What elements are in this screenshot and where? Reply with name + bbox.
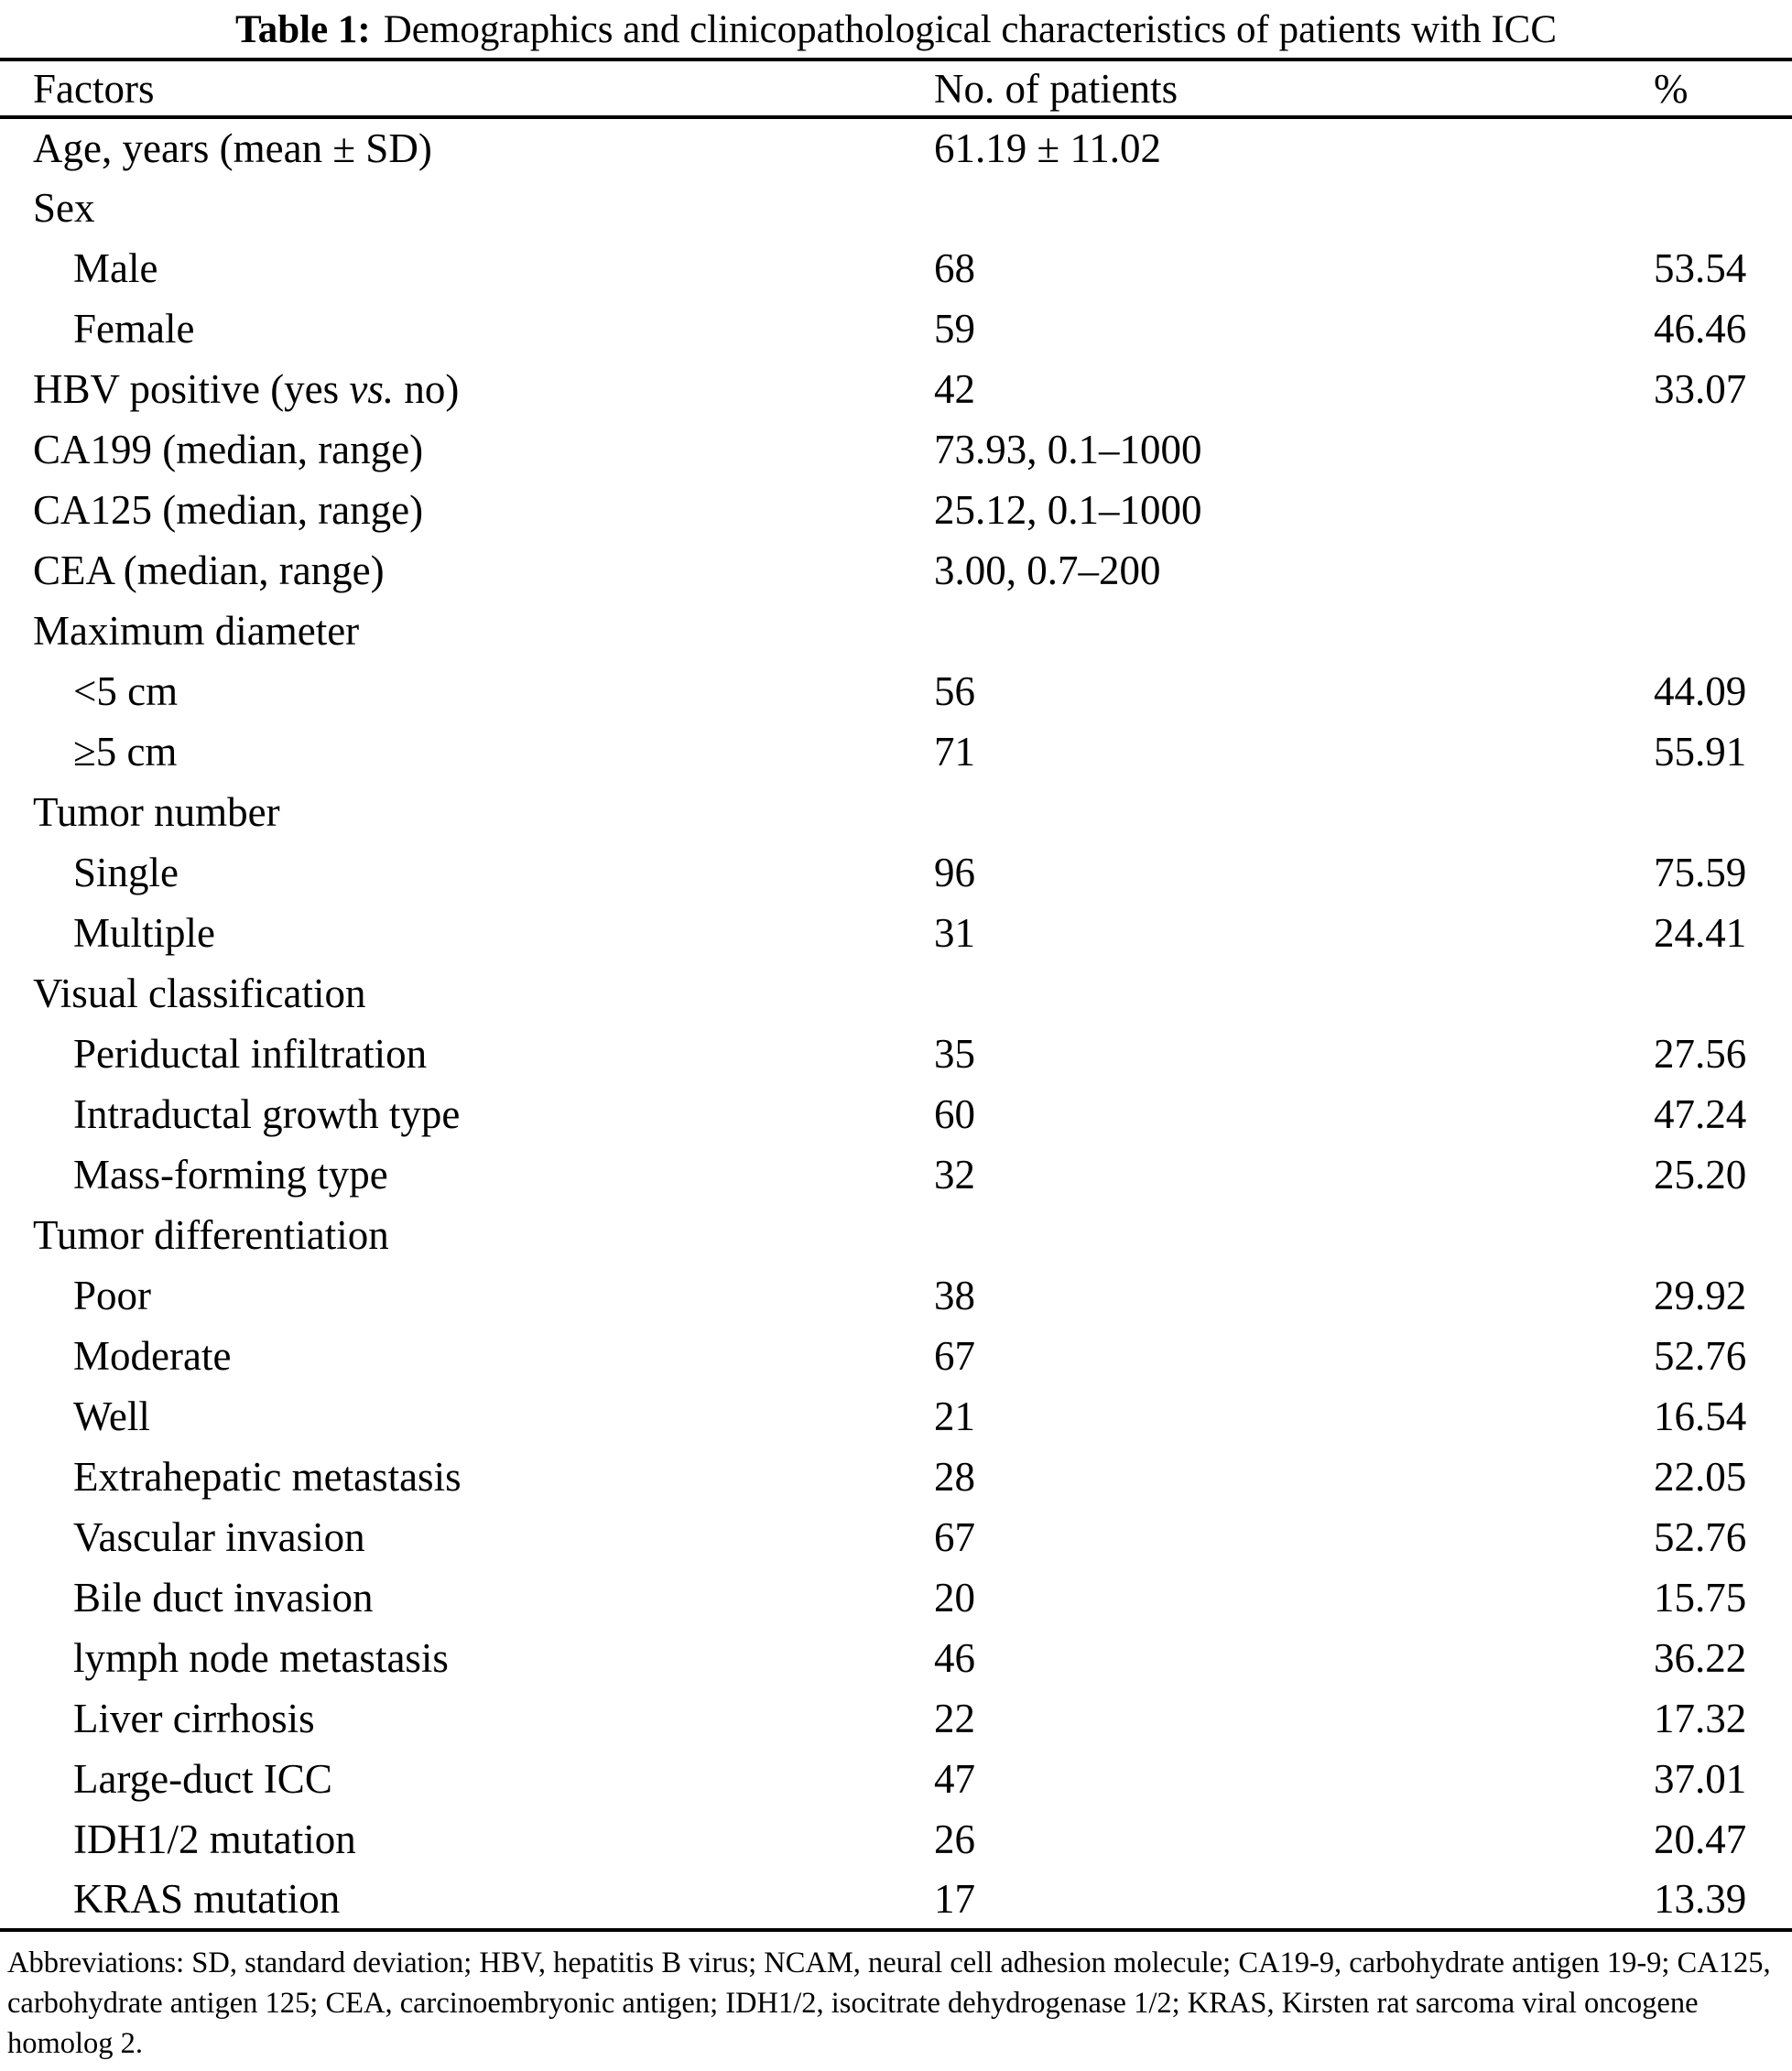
factor-cell: CA199 (median, range) xyxy=(33,427,424,472)
patients-cell: 46 xyxy=(934,1635,975,1681)
percent-cell: 47.24 xyxy=(1654,1091,1747,1137)
percent-cell: 75.59 xyxy=(1654,850,1747,895)
patients-cell xyxy=(934,963,1654,1024)
patients-cell: 60 xyxy=(934,1091,975,1137)
header-row xyxy=(0,60,1792,117)
table-row xyxy=(0,178,1792,238)
table-row xyxy=(0,1084,1792,1144)
percent-cell: 22.05 xyxy=(1654,1454,1747,1500)
factor-cell: <5 cm xyxy=(73,668,179,714)
percent-cell: 52.76 xyxy=(1654,1514,1747,1560)
patients-cell xyxy=(934,178,1654,238)
factor-cell: Multiple xyxy=(73,910,215,956)
factor-cell: Male xyxy=(73,245,158,291)
factor-cell: Extrahepatic metastasis xyxy=(73,1454,462,1500)
table-row xyxy=(0,419,1792,480)
footnote-line: carbohydrate antigen 125; CEA, carcinoembryonic antigen; IDH1/2, isocitrate dehydrogenase 1/2; KRAS, Kirsten rat sarcoma viral oncogene xyxy=(7,1987,1699,2020)
percent-cell: 44.09 xyxy=(1654,668,1747,714)
table-row xyxy=(0,1567,1792,1628)
patients-cell: 25.12, 0.1–1000 xyxy=(934,487,1202,533)
factor-cell: Age, years (mean ± SD) xyxy=(33,125,432,171)
percent-cell: 33.07 xyxy=(1654,366,1747,412)
percent-cell xyxy=(1654,480,1792,540)
factor-cell: lymph node metastasis xyxy=(73,1635,449,1681)
table-row xyxy=(0,1688,1792,1749)
percent-cell xyxy=(1654,419,1792,480)
percent-cell: 37.01 xyxy=(1654,1756,1747,1802)
factor-cell: Tumor differentiation xyxy=(33,1212,389,1258)
table-row xyxy=(0,359,1792,419)
table-row xyxy=(0,1749,1792,1809)
patients-cell: 22 xyxy=(934,1696,975,1741)
factor-cell: ≥5 cm xyxy=(73,729,178,775)
factor-cell: CA125 (median, range) xyxy=(33,487,424,533)
patients-cell: 67 xyxy=(934,1514,975,1560)
percent-cell: 13.39 xyxy=(1654,1876,1747,1922)
percent-cell: 52.76 xyxy=(1654,1333,1747,1379)
patients-cell: 31 xyxy=(934,910,975,956)
table-row xyxy=(0,1870,1792,1930)
table-row xyxy=(0,721,1792,782)
patients-cell: 20 xyxy=(934,1575,975,1621)
table-row xyxy=(0,1205,1792,1265)
table-row xyxy=(0,1265,1792,1326)
table-row xyxy=(0,298,1792,359)
header-percent: % xyxy=(1654,60,1792,117)
percent-cell: 17.32 xyxy=(1654,1696,1747,1741)
patients-cell: 32 xyxy=(934,1152,975,1198)
percent-cell: 15.75 xyxy=(1654,1575,1747,1621)
table-row xyxy=(0,842,1792,903)
patients-cell: 3.00, 0.7–200 xyxy=(934,548,1161,593)
table-row xyxy=(0,1809,1792,1870)
table-row xyxy=(0,1386,1792,1447)
percent-cell xyxy=(1654,601,1792,661)
factor-cell: Female xyxy=(73,306,195,352)
percent-cell: 27.56 xyxy=(1654,1031,1747,1077)
factor-cell: IDH1/2 mutation xyxy=(73,1816,356,1862)
patients-cell: 67 xyxy=(934,1333,975,1379)
factor-cell: Bile duct invasion xyxy=(73,1575,374,1621)
patients-cell xyxy=(934,782,1654,842)
patients-cell: 28 xyxy=(934,1454,975,1500)
table-row xyxy=(0,782,1792,842)
table-title xyxy=(0,0,1792,58)
factor-cell: Visual classification xyxy=(33,970,366,1016)
percent-cell: 55.91 xyxy=(1654,729,1747,775)
patients-cell: 61.19 ± 11.02 xyxy=(934,125,1162,171)
percent-cell xyxy=(1654,117,1792,178)
factor-cell: Moderate xyxy=(73,1333,232,1379)
table-row xyxy=(0,1628,1792,1688)
table-row xyxy=(0,661,1792,721)
patients-cell: 56 xyxy=(934,668,975,714)
percent-cell xyxy=(1654,178,1792,238)
table-body xyxy=(0,117,1792,1930)
header-no-of-patients: No. of patients xyxy=(934,60,1654,117)
percent-cell: 24.41 xyxy=(1654,910,1747,956)
patients-cell: 17 xyxy=(934,1876,975,1922)
factor-cell: HBV positive (yes vs. no) xyxy=(33,366,460,412)
table-row xyxy=(0,903,1792,963)
patients-cell: 68 xyxy=(934,245,975,291)
table-row xyxy=(0,480,1792,540)
patients-cell: 96 xyxy=(934,850,975,895)
percent-cell: 16.54 xyxy=(1654,1393,1747,1439)
footnote xyxy=(0,1932,1792,2064)
percent-cell xyxy=(1654,963,1792,1024)
table-row xyxy=(0,1507,1792,1567)
patients-cell: 59 xyxy=(934,306,975,352)
factor-cell: Liver cirrhosis xyxy=(73,1696,315,1741)
factor-cell: Poor xyxy=(73,1273,152,1318)
footnote-line: homolog 2. xyxy=(7,2027,144,2060)
patients-cell: 47 xyxy=(934,1756,975,1802)
percent-cell: 53.54 xyxy=(1654,245,1747,291)
percent-cell: 46.46 xyxy=(1654,306,1747,352)
factor-cell: Intraductal growth type xyxy=(73,1091,461,1137)
percent-cell xyxy=(1654,782,1792,842)
patients-cell: 42 xyxy=(934,366,975,412)
header-factors: Factors xyxy=(0,60,934,117)
table-row xyxy=(0,963,1792,1024)
percent-cell: 25.20 xyxy=(1654,1152,1747,1198)
factor-cell: Periductal infiltration xyxy=(73,1031,428,1077)
percent-cell: 29.92 xyxy=(1654,1273,1747,1318)
table-row xyxy=(0,1144,1792,1205)
percent-cell xyxy=(1654,540,1792,601)
factor-cell: Single xyxy=(73,850,179,895)
table-row xyxy=(0,601,1792,661)
demographics-table xyxy=(0,58,1792,1932)
table-title-label: Table 1: xyxy=(235,8,371,51)
factor-cell: Maximum diameter xyxy=(33,608,360,654)
patients-cell: 73.93, 0.1–1000 xyxy=(934,427,1202,472)
patients-cell: 38 xyxy=(934,1273,975,1318)
factor-cell: Mass-forming type xyxy=(73,1152,388,1198)
factor-cell: CEA (median, range) xyxy=(33,548,385,593)
table-row xyxy=(0,1326,1792,1386)
factor-cell: Large-duct ICC xyxy=(73,1756,332,1802)
percent-cell: 36.22 xyxy=(1654,1635,1747,1681)
patients-cell: 21 xyxy=(934,1393,975,1439)
table-row xyxy=(0,1024,1792,1084)
factor-cell: Well xyxy=(73,1393,150,1439)
factor-cell: Vascular invasion xyxy=(73,1514,365,1560)
factor-cell: Sex xyxy=(33,185,95,231)
footnote-line: Abbreviations: SD, standard deviation; HBV, hepatitis B virus; NCAM, neural cell adhesion molecule; CA19-9, carbohydrate antigen 19-9; CA125, xyxy=(7,1946,1771,1979)
table-row xyxy=(0,117,1792,178)
patients-cell: 71 xyxy=(934,729,975,775)
patients-cell xyxy=(934,1205,1654,1265)
patients-cell: 26 xyxy=(934,1816,975,1862)
percent-cell xyxy=(1654,1205,1792,1265)
percent-cell: 20.47 xyxy=(1654,1816,1747,1862)
table-title-text: Demographics and clinicopathological characteristics of patients with ICC xyxy=(383,8,1557,51)
factor-cell: Tumor number xyxy=(33,789,280,835)
table-row xyxy=(0,1447,1792,1507)
table-row xyxy=(0,540,1792,601)
table-row xyxy=(0,238,1792,298)
factor-cell: KRAS mutation xyxy=(73,1876,341,1922)
patients-cell: 35 xyxy=(934,1031,975,1077)
patients-cell xyxy=(934,601,1654,661)
